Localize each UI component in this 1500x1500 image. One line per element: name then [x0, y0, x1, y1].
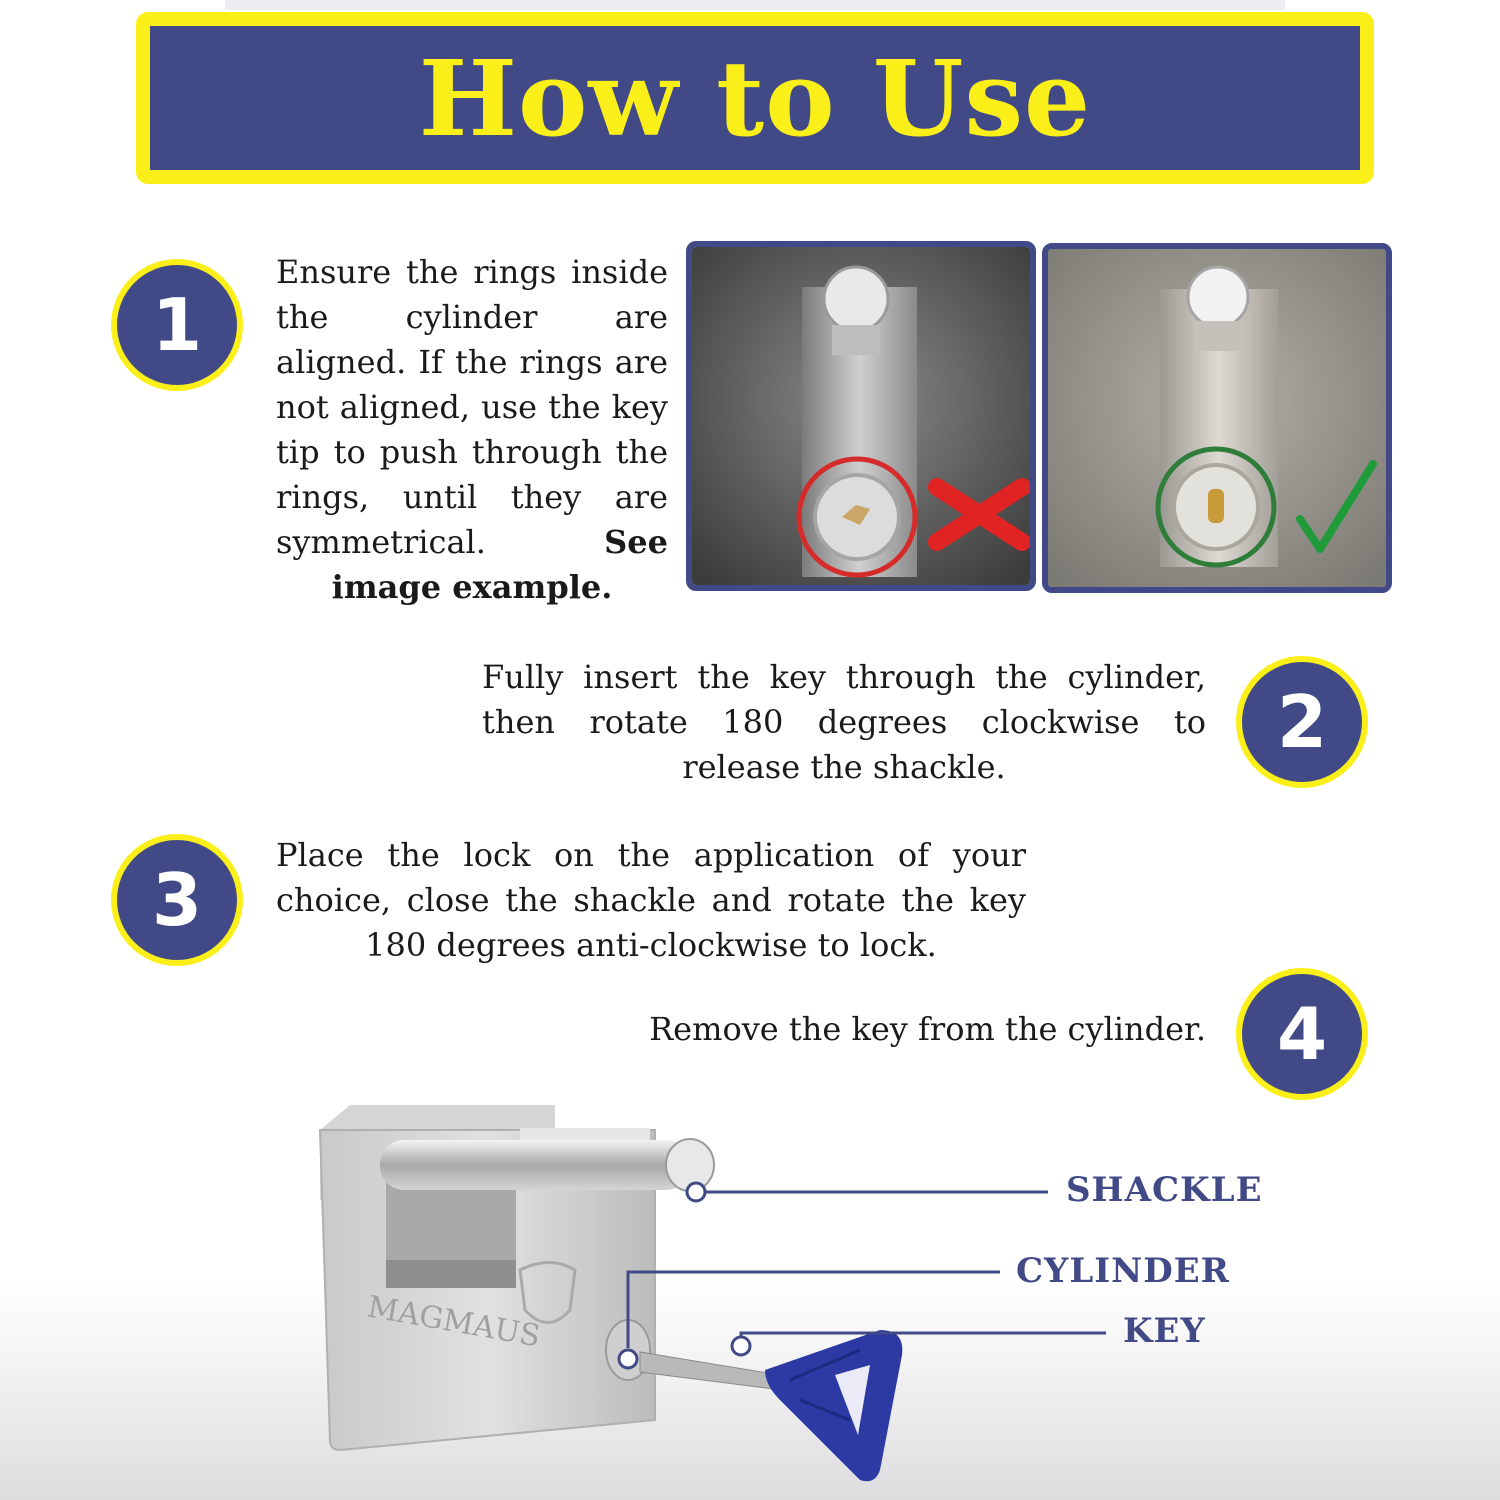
step-3-text: Place the lock on the application of your choice, close the shackle and rotate the key 180 degrees anti-clockwise to lock.: [276, 836, 1026, 964]
step-1-instruction: Ensure the rings inside the cylinder are aligned. If the rings are not aligned, use the key tip to push through the rings, until they are symmetrical.: [276, 253, 668, 561]
title-banner: [136, 12, 1374, 184]
step-2-number: 2: [1276, 680, 1328, 764]
example-image-aligned: [1042, 243, 1392, 593]
example-image-misaligned: [686, 241, 1036, 591]
brand-engraving: MAGMAUS: [364, 1289, 543, 1355]
key-label: KEY: [1123, 1311, 1206, 1351]
step-3-badge: [111, 834, 243, 966]
aligned-lock-illustration: [1048, 249, 1386, 587]
step-1-number: 1: [151, 283, 203, 367]
cylinder-label: CYLINDER: [1016, 1251, 1230, 1291]
step-4-number: 4: [1276, 992, 1328, 1076]
top-strip: [225, 0, 1285, 10]
shackle-bar: [380, 1139, 714, 1191]
page-title: How to Use: [418, 36, 1092, 160]
step-1-bold-note: See image example.: [331, 523, 668, 606]
step-2-badge: [1236, 656, 1368, 788]
step-4-text: Remove the key from the cylinder.: [649, 1010, 1206, 1048]
shackle-label: SHACKLE: [1066, 1170, 1263, 1210]
step-1-text: [276, 250, 668, 610]
step-3-number: 3: [151, 858, 203, 942]
padlock-diagram: [0, 1080, 1500, 1500]
step-1-badge: [111, 259, 243, 391]
misaligned-lock-illustration: [692, 247, 1030, 585]
step-2-text: Fully insert the key through the cylinder, then rotate 180 degrees clockwise to release the shackle.: [482, 658, 1206, 786]
